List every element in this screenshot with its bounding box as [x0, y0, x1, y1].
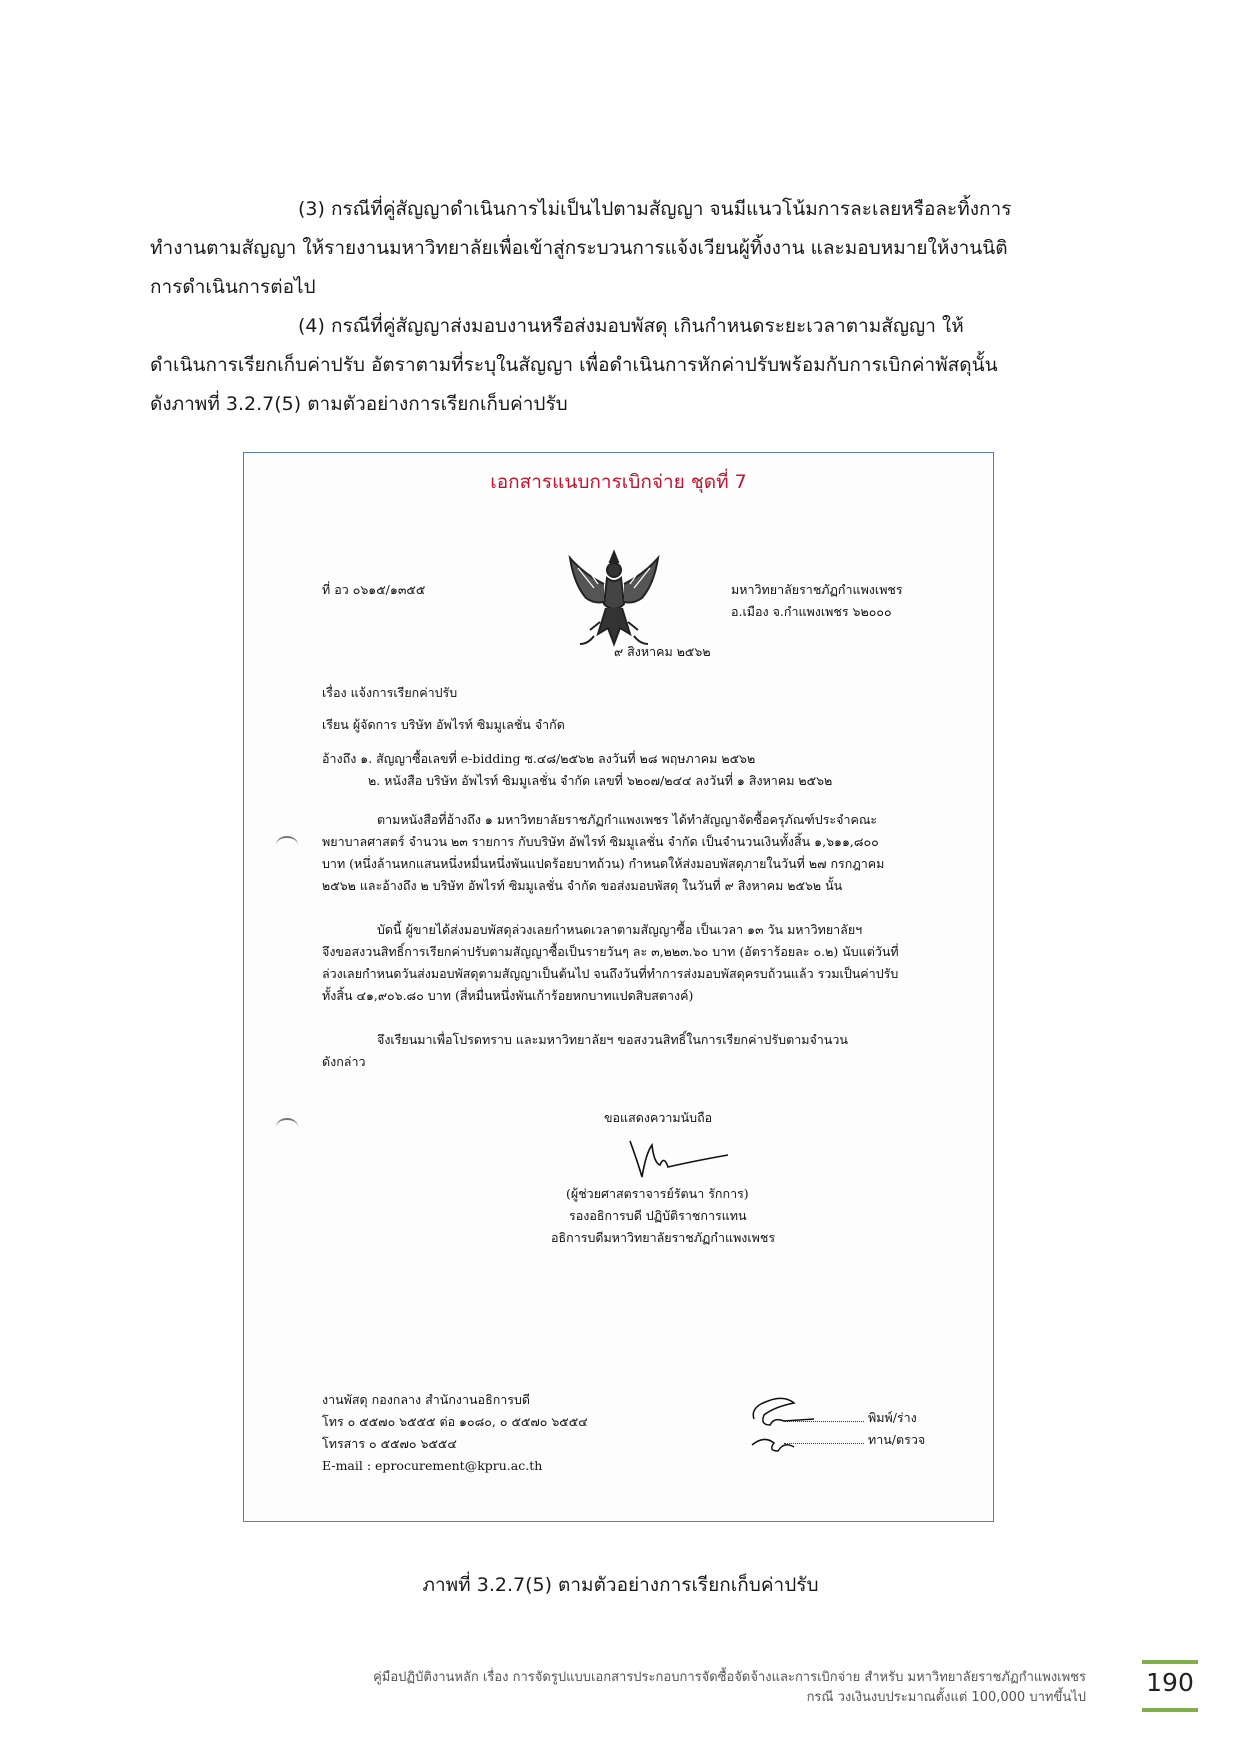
signer-position-1: รองอธิการบดี ปฏิบัติราชการแทน — [569, 1208, 747, 1223]
garuda-emblem-icon — [564, 544, 664, 654]
letter-body-2 — [322, 919, 912, 1007]
para-3-line1: (3) กรณีที่คู่สัญญาดำเนินการไม่เป็นไปตามสัญญา จนมีแนวโน้มการละเลยหรือละทิ้งการ — [298, 198, 1012, 220]
typed-by-label: พิมพ์/ร่าง — [868, 1410, 917, 1425]
page-number-box — [1142, 1660, 1198, 1712]
reference-1: อ้างถึง ๑. สัญญาซื้อเลขที่ e-bidding ซ.๔๘/๒๕๖๒ ลงวันที่ ๒๘ พฤษภาคม ๒๕๖๒ — [322, 751, 756, 766]
scanned-letter-figure — [243, 452, 994, 1522]
footer-line-1: คู่มือปฏิบัติงานหลัก เรื่อง การจัดรูปแบบเอกสารประกอบการจัดซื้อจัดจ้างและการเบิกจ่าย สำหรับ มหาวิทยาลัยราชภัฏกำแพงเพชร — [373, 1670, 1086, 1685]
typed-by-line — [784, 1421, 864, 1422]
page-number-top-bar — [1142, 1660, 1198, 1664]
checked-by-label: ทาน/ตรวจ — [868, 1432, 926, 1447]
body1-line2: พยาบาลศาสตร์ จำนวน ๒๓ รายการ กับบริษัท อัพไรท์ ซิมมูเลชั่น จำกัด เป็นจำนวนเงินทั้งสิ้น ๑,๖๑๑,๘๐๐ — [322, 834, 879, 849]
letter-body-3 — [322, 1029, 912, 1073]
punch-hole-top — [276, 836, 298, 854]
body1-line1: ตามหนังสือที่อ้างถึง ๑ มหาวิทยาลัยราชภัฏกำแพงเพชร ได้ทำสัญญาจัดซื้อครุภัณฑ์ประจำคณะ — [377, 812, 878, 827]
org-address: อ.เมือง จ.กำแพงเพชร ๖๒๐๐๐ — [731, 604, 892, 619]
fax: โทรสาร ๐ ๕๕๗๐ ๖๕๕๔ — [322, 1436, 457, 1451]
reference-number: ที่ อว ๐๖๑๕/๑๓๕๕ — [322, 582, 426, 597]
body1-line3: บาท (หนึ่งล้านหกแสนหนึ่งหมื่นหนึ่งพันแปดร้อยบาทถ้วน) กำหนดให้ส่งมอบพัสดุภายในวันที่ ๒๗ กรกฎาคม — [322, 856, 885, 871]
body2-line2: จึงขอสงวนสิทธิ์การเรียกค่าปรับตามสัญญาซื้อเป็นรายวันๆ ละ ๓,๒๒๓.๖๐ บาท (อัตราร้อยละ ๐.๒) นับแต่วันที่ — [322, 944, 899, 959]
telephone: โทร ๐ ๕๕๗๐ ๖๕๕๕ ต่อ ๑๐๘๐, ๐ ๕๕๗๐ ๖๕๕๔ — [322, 1414, 588, 1429]
initials-signature-icon — [744, 1385, 844, 1465]
body1-line4: ๒๕๖๒ และอ้างถึง ๒ บริษัท อัพไรท์ ซิมมูเลชั่น จำกัด ขอส่งมอบพัสดุ ในวันที่ ๙ สิงหาคม ๒๕๖๒ นั้น — [322, 878, 843, 893]
attachment-title: เอกสารแนบการเบิกจ่าย ชุดที่ 7 — [490, 471, 747, 493]
department: งานพัสดุ กองกลาง สำนักงานอธิการบดี — [322, 1392, 531, 1407]
body2-line4: ทั้งสิ้น ๔๑,๙๐๖.๘๐ บาท (สี่หมื่นหนึ่งพันเก้าร้อยหกบาทแปดสิบสตางค์) — [322, 988, 694, 1003]
body2-line3: ล่วงเลยกำหนดวันส่งมอบพัสดุตามสัญญาเป็นต้นไป จนถึงวันที่ทำการส่งมอบพัสดุครบถ้วนแล้ว รวมเป็นค่าปรับ — [322, 966, 899, 981]
letter-date: ๙ สิงหาคม ๒๕๖๒ — [614, 644, 711, 659]
body3-line1: จึงเรียนมาเพื่อโปรดทราบ และมหาวิทยาลัยฯ ขอสงวนสิทธิ์ในการเรียกค่าปรับตามจำนวน — [377, 1032, 848, 1047]
letter-body-1 — [322, 809, 912, 897]
para-4-line3: ดังภาพที่ 3.2.7(5) ตามตัวอย่างการเรียกเก็บค่าปรับ — [150, 393, 568, 415]
letter-recipient: เรียน ผู้จัดการ บริษัท อัพไรท์ ซิมมูเลชั่น จำกัด — [322, 717, 565, 732]
page-number: 190 — [1146, 1668, 1194, 1697]
letter-closing: ขอแสดงความนับถือ — [604, 1110, 713, 1125]
body-text — [150, 190, 1095, 424]
checked-by-line — [784, 1443, 864, 1444]
para-3-line2: ทำงานตามสัญญา ให้รายงานมหาวิทยาลัยเพื่อเข้าสู่กระบวนการแจ้งเวียนผู้ทิ้งงาน และมอบหมายให้งานนิติ — [150, 237, 1008, 259]
body2-line1: บัดนี้ ผู้ขายได้ส่งมอบพัสดุล่วงเลยกำหนดเวลาตามสัญญาซื้อ เป็นเวลา ๑๓ วัน มหาวิทยาลัยฯ — [377, 922, 863, 937]
page-number-bottom-bar — [1142, 1708, 1198, 1712]
letter-subject: เรื่อง แจ้งการเรียกค่าปรับ — [322, 685, 458, 700]
para-3-line3: การดำเนินการต่อไป — [150, 276, 316, 298]
figure-caption: ภาพที่ 3.2.7(5) ตามตัวอย่างการเรียกเก็บค่าปรับ — [422, 1574, 819, 1596]
footer-line-2: กรณี วงเงินงบประมาณตั้งแต่ 100,000 บาทขึ้นไป — [806, 1690, 1086, 1705]
email: E-mail : eprocurement@kpru.ac.th — [322, 1458, 543, 1473]
body3-line2: ดังกล่าว — [322, 1054, 366, 1069]
punch-hole-bottom — [276, 1118, 298, 1136]
signature-icon — [624, 1133, 734, 1183]
signer-position-2: อธิการบดีมหาวิทยาลัยราชภัฏกำแพงเพชร — [551, 1230, 776, 1245]
reference-2: ๒. หนังสือ บริษัท อัพไรท์ ซิมมูเลชั่น จำกัด เลขที่ ๖๒๐๗/๒๔๔ ลงวันที่ ๑ สิงหาคม ๒๕๖๒ — [368, 773, 833, 788]
para-4-line1: (4) กรณีที่คู่สัญญาส่งมอบงานหรือส่งมอบพัสดุ เกินกำหนดระยะเวลาตามสัญญา ให้ — [298, 315, 964, 337]
signer-name: (ผู้ช่วยศาสตราจารย์รัตนา รักการ) — [566, 1186, 749, 1201]
para-4-line2: ดำเนินการเรียกเก็บค่าปรับ อัตราตามที่ระบุในสัญญา เพื่อดำเนินการหักค่าปรับพร้อมกับการเบิกค่าพัสดุนั้น — [150, 354, 998, 376]
org-name: มหาวิทยาลัยราชภัฏกำแพงเพชร — [731, 582, 903, 597]
